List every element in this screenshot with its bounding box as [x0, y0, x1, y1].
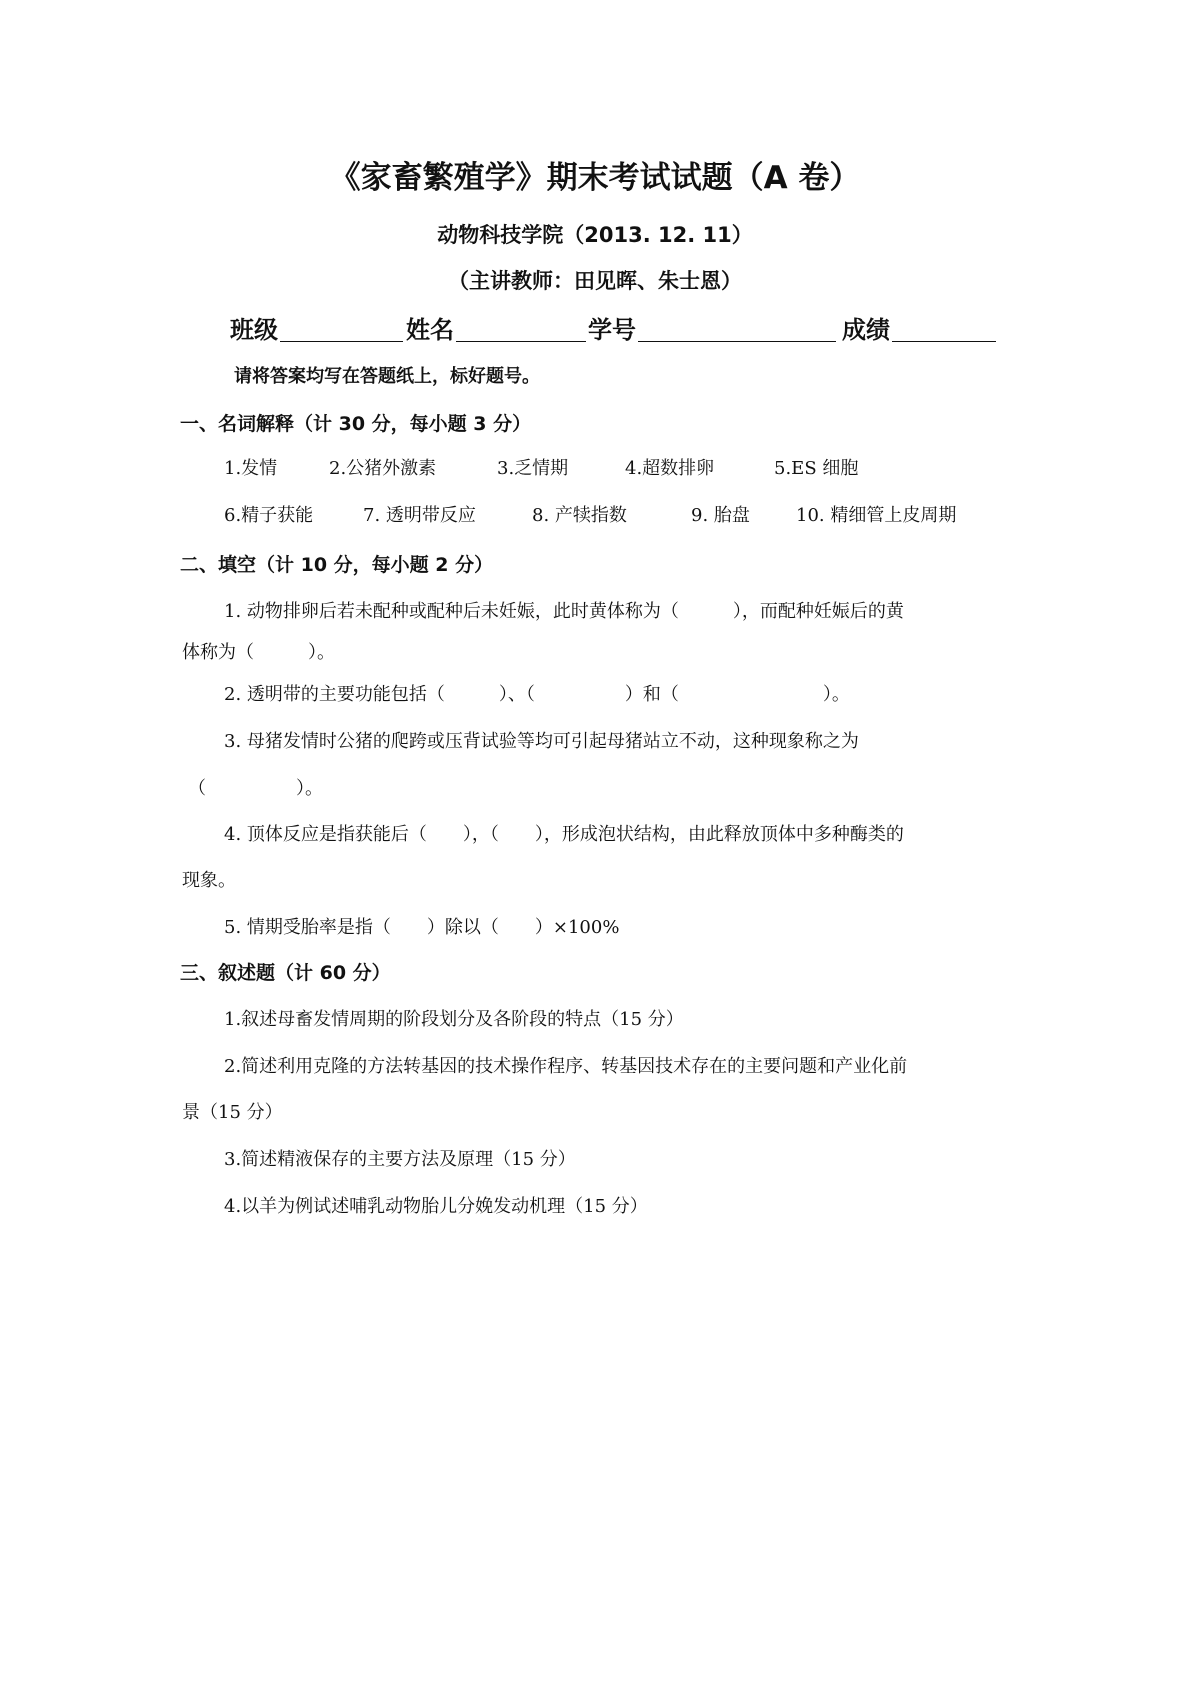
exam-title: 《家畜繁殖学》期末考试试题（A 卷） — [329, 160, 861, 196]
score-field[interactable] — [892, 341, 996, 342]
score-label: 成绩 — [842, 316, 890, 344]
section2-heading: 二、填空（计 10 分，每小题 2 分） — [180, 554, 494, 576]
name-field[interactable] — [456, 341, 586, 342]
term-item: 7. 透明带反应 — [363, 505, 476, 526]
class-label: 班级 — [230, 316, 278, 344]
fill-question-3-cont: （ ）。 — [188, 778, 323, 799]
fill-question-1: 1. 动物排卵后若未配种或配种后未妊娠，此时黄体称为（ ），而配种妊娠后的黄 — [224, 601, 904, 622]
essay-question-2-cont: 景（15 分） — [182, 1102, 283, 1123]
section1-heading: 一、名词解释（计 30 分，每小题 3 分） — [180, 413, 532, 435]
essay-question-1: 1.叙述母畜发情周期的阶段划分及各阶段的特点（15 分） — [224, 1009, 684, 1030]
college-date: 动物科技学院（2013. 12. 11） — [437, 223, 753, 247]
fill-question-1-cont: 体称为（ ）。 — [182, 642, 335, 663]
term-item: 4.超数排卵 — [625, 458, 715, 479]
term-item: 10. 精细管上皮周期 — [796, 505, 957, 526]
terms-row-1 — [0, 454, 1190, 480]
essay-question-2: 2.简述利用克隆的方法转基因的技术操作程序、转基因技术存在的主要问题和产业化前 — [224, 1056, 908, 1077]
fill-question-4: 4. 顶体反应是指获能后（ ），（ ），形成泡状结构，由此释放顶体中多种酶类的 — [224, 824, 904, 845]
name-label: 姓名 — [406, 316, 454, 344]
section3-heading: 三、叙述题（计 60 分） — [180, 962, 391, 984]
student-info-row — [230, 310, 1020, 346]
fill-question-5: 5. 情期受胎率是指（ ）除以（ ）×100% — [224, 917, 620, 938]
terms-row-2 — [0, 501, 1190, 527]
lecturers: （主讲教师：田见晖、朱士恩） — [448, 269, 742, 293]
term-item: 8. 产犊指数 — [532, 505, 627, 526]
student-id-label: 学号 — [588, 316, 636, 344]
term-item: 3.乏情期 — [497, 458, 569, 479]
class-field[interactable] — [280, 341, 403, 342]
term-item: 5.ES 细胞 — [774, 458, 859, 479]
essay-question-4: 4.以羊为例试述哺乳动物胎儿分娩发动机理（15 分） — [224, 1196, 648, 1217]
term-item: 2.公猪外激素 — [329, 458, 437, 479]
fill-question-2: 2. 透明带的主要功能包括（ ）、（ ）和（ ）。 — [224, 684, 850, 705]
term-item: 6.精子获能 — [224, 505, 314, 526]
essay-question-3: 3.简述精液保存的主要方法及原理（15 分） — [224, 1149, 576, 1170]
student-id-field[interactable] — [638, 341, 836, 342]
fill-question-4-cont: 现象。 — [182, 870, 236, 891]
fill-question-3: 3. 母猪发情时公猪的爬跨或压背试验等均可引起母猪站立不动，这种现象称之为 — [224, 731, 859, 752]
term-item: 1.发情 — [224, 458, 278, 479]
answer-instruction: 请将答案均写在答题纸上，标好题号。 — [234, 366, 540, 387]
term-item: 9. 胎盘 — [691, 505, 750, 526]
